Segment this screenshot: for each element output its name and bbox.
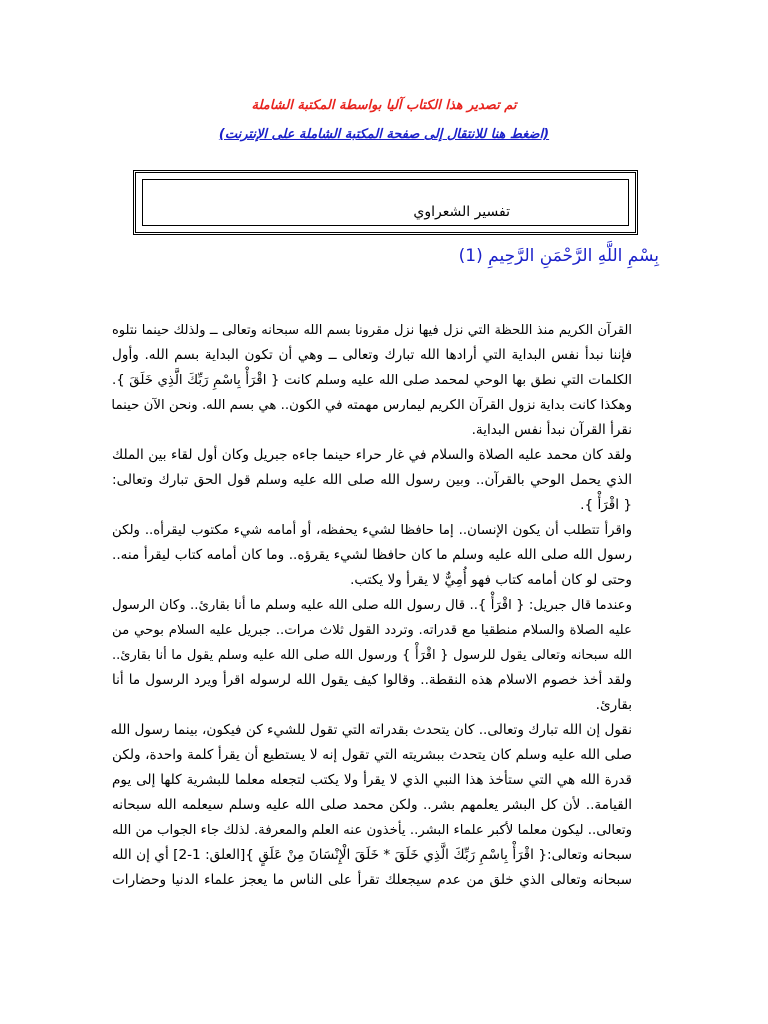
body-line: صلى الله عليه وسلم كان يتحدث ببشريته التي تقول إنه لا يستطيع أن يقرأ كلمة واحدة، ولكن [112, 747, 632, 763]
body-line: القرآن الكريم منذ اللحظة التي نزل فيها نزل مقرونا بسم الله سبحانه وتعالى ــ ولذلك حينما نتلوه [112, 323, 632, 338]
body-line: الذي يحمل الوحي بالقرآن.. وبين رسول الله صلى الله عليه وسلم قول الحق تبارك وتعالى: [112, 472, 632, 488]
body-line: نقول إن الله تبارك وتعالى.. كان يتحدث بقدراته التي تقول للشيء كن فيكون، بينما رسول الله [110, 722, 632, 738]
export-notice: تم تصدير هذا الكتاب آليا بواسطة المكتبة الشاملة [251, 98, 517, 113]
body-line: وحتى لو كان أمامه كتاب فهو أُمِيٌّ لا يقرأ ولا يكتب. [350, 572, 632, 588]
body-line: رسول الله صلى الله عليه وسلم ما كان حافظا لشيء يقرؤه.. وما كان أمامه كتاب ليقرأ منه.. [112, 547, 632, 563]
body-line: سبحانه وتعالى:{ اقْرَأْ بِاسْمِ رَبِّكَ الَّذِي خَلَقَ * خَلَقَ الْإِنْسَانَ مِنْ عَلَقٍ }[العلق: 1-2] أي إن الله [112, 847, 632, 863]
body-line: وهكذا كانت بداية نزول القرآن الكريم ليمارس مهمته في الكون.. هي بسم الله. ونحن الآن حينما [111, 398, 632, 413]
body-line: الكلمات التي نطق بها الوحي لمحمد صلى الله عليه وسلم كانت { اقْرَأْ بِاسْمِ رَبِّكَ الَّذِي خَلَقَ }. [112, 373, 632, 388]
body-line: وتعالى.. ليكون معلما لأكبر علماء البشر.. يأخذون عنه العلم والمعرفة. لذلك جاء الجواب من الله [112, 823, 632, 838]
body-line: بقارئ. [595, 697, 632, 713]
body-line: عليه الصلاة والسلام منطقيا مع قدراته. وتردد القول ثلاث مرات.. جبريل عليه السلام بوحي من [112, 623, 632, 638]
body-line: وعندما قال جبريل: { اقْرَأْ }.. قال رسول الله صلى الله عليه وسلم ما أنا بقارئ.. وكان الرسول [112, 598, 632, 613]
body-line: القيامة.. لأن كل البشر يعلمهم بشر.. ولكن محمد صلى الله عليه وسلم سيعلمه الله سبحانه [112, 797, 632, 813]
basmala-verse: بِسْمِ اللَّهِ الرَّحْمَنِ الرَّحِيمِ (1) [458, 246, 659, 266]
body-line: نقرأ القرآن نبدأ نفس البداية. [471, 422, 632, 438]
book-title-inner-frame [142, 179, 629, 226]
body-line: ولقد كان محمد عليه الصلاة والسلام في غار حراء حينما جاءه جبريل وكان أول لقاء بين الملك [112, 447, 632, 463]
book-title: تفسير الشعراوي [413, 204, 510, 220]
body-line: واقرأ تتطلب أن يكون الإنسان.. إما حافظا لشيء يحفظه، أو أمامه شيء مكتوب ليقرأه.. ولكن [112, 523, 632, 538]
tafsir-body [112, 318, 632, 893]
body-line: { اقْرَأْ }. [580, 497, 632, 513]
body-line: ولقد أخذ خصوم الاسلام هذه النقطة.. وقالوا كيف يقول الله لرسوله اقرأ ويرد الرسول ما أنا [112, 672, 632, 688]
online-library-link[interactable]: (اضغط هنا للانتقال إلى صفحة المكتبة الشاملة على الإنترنت) [218, 127, 550, 142]
body-line: قدرة الله هي التي ستأخذ هذا النبي الذي لا يقرأ ولا يكتب لتجعله معلما للبشرية كلها إلى يوم [112, 772, 632, 788]
body-line: الله سبحانه وتعالى يقول للرسول { اقْرَأْ } ورسول الله صلى الله عليه وسلم يقول ما أنا بقارئ.. [112, 648, 632, 663]
body-line: سبحانه وتعالى الذي خلق من عدم سيجعلك تقرأ على الناس ما يعجز علماء الدنيا وحضارات [112, 872, 632, 888]
body-line: فإننا نبدأ نفس البداية التي أرادها الله تبارك وتعالى ــ وهي أن تكون البداية بسم الله. وأول [112, 347, 632, 363]
book-title-box [133, 170, 638, 235]
